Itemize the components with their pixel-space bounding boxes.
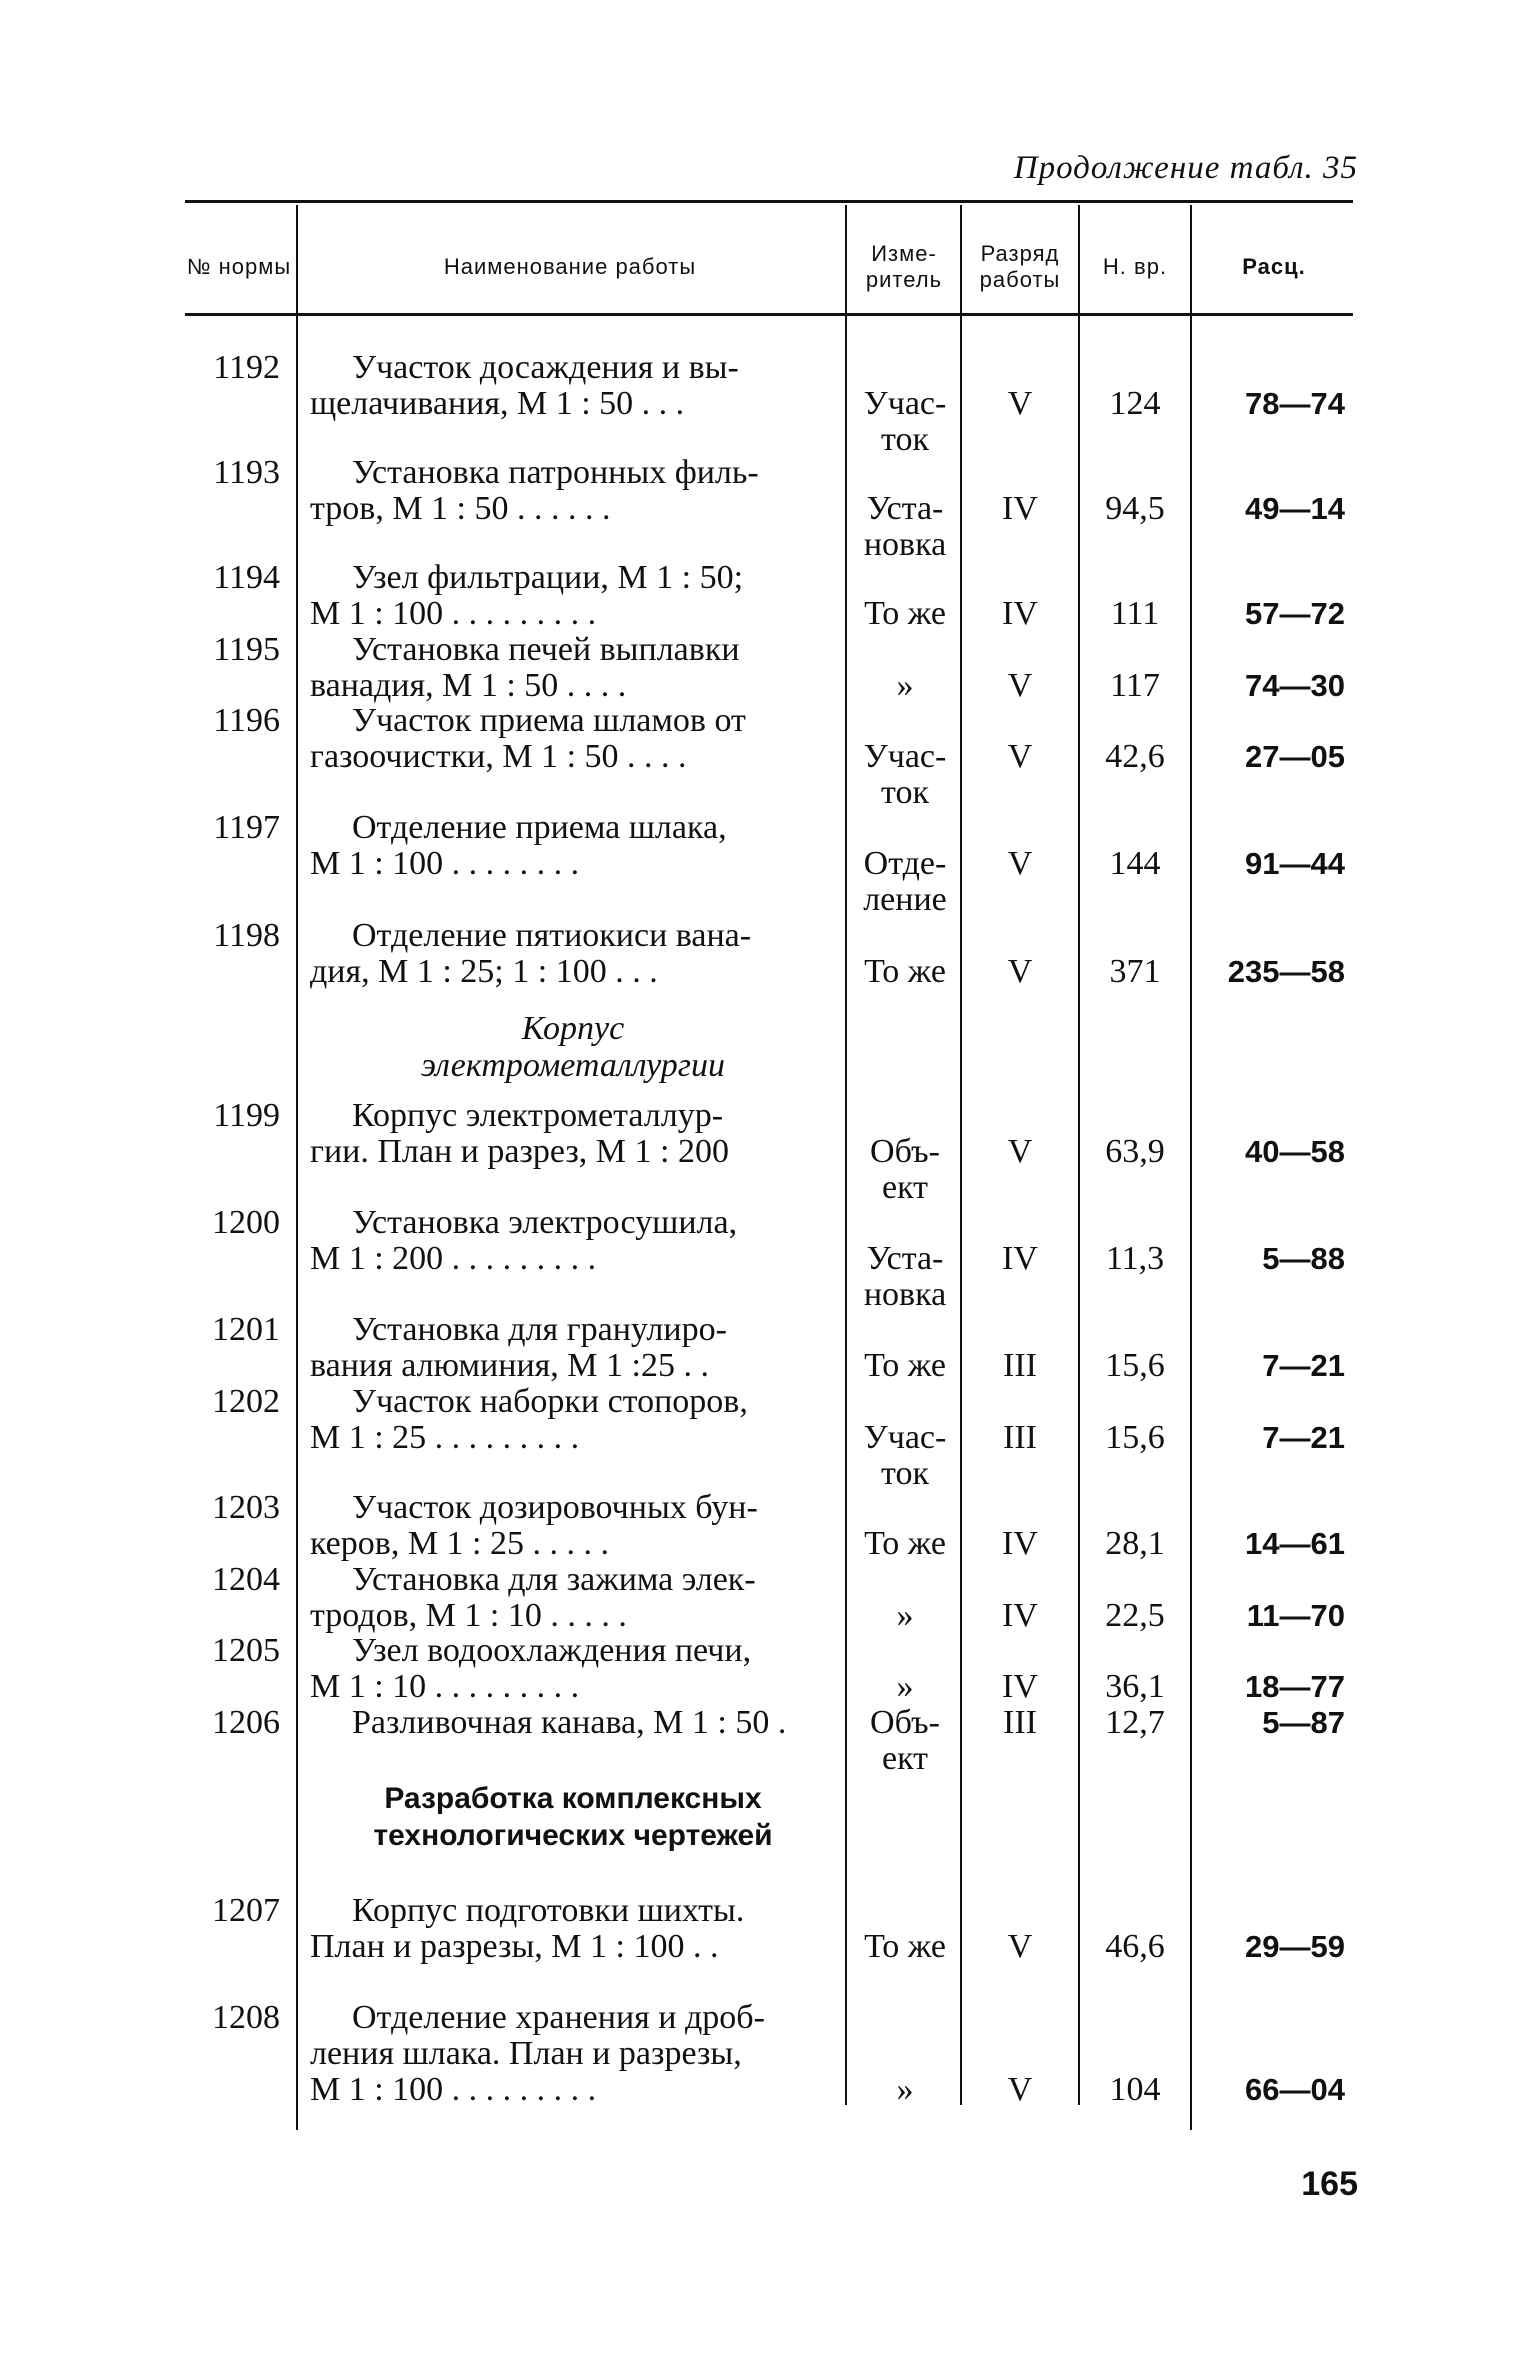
col-sep-3: [960, 205, 962, 2105]
hours-value: 42,6: [1105, 738, 1165, 775]
unit-line: новка: [863, 1276, 947, 1313]
unit-line: »: [896, 667, 914, 704]
unit-line: ток: [881, 421, 929, 458]
hours-value: 117: [1110, 667, 1160, 704]
work-name-line: вания алюминия, М 1 :25 . .: [310, 1347, 709, 1384]
work-name-line: Участок досаждения и вы-: [352, 349, 739, 386]
work-name-line: гии. План и разрез, М 1 : 200: [310, 1133, 729, 1170]
work-name-line: М 1 : 200 . . . . . . . . .: [310, 1240, 597, 1277]
col-sep-5: [1190, 205, 1192, 2130]
price-value: 14—61: [1245, 1526, 1345, 1561]
price-value: 40—58: [1245, 1134, 1345, 1169]
unit-line: ление: [863, 881, 947, 918]
unit-line: ект: [881, 1740, 929, 1777]
work-name-line: М 1 : 25 . . . . . . . . .: [310, 1419, 580, 1456]
section-heading: Разработка комплексных: [384, 1782, 762, 1815]
header-price: Расц.: [1242, 254, 1306, 279]
hours-value: 12,7: [1105, 1704, 1165, 1741]
col-sep-1: [296, 205, 298, 2130]
unit-line: »: [896, 1668, 914, 1705]
unit-line: Учас-: [863, 738, 947, 775]
work-name-line: Узел водоохлаждения печи,: [352, 1632, 752, 1669]
grade-value: V: [1007, 738, 1033, 775]
header-unit: Изме- ритель: [865, 241, 943, 292]
work-name-line: Установка патронных филь-: [352, 454, 759, 491]
hours-value: 144: [1109, 845, 1161, 882]
price-value: 11—70: [1246, 1598, 1345, 1633]
grade-value: IV: [1002, 1525, 1038, 1562]
hours-value: 124: [1109, 385, 1161, 422]
norm-number: 1197: [213, 809, 280, 846]
unit-line: То же: [864, 595, 946, 632]
work-name-line: дия, М 1 : 25; 1 : 100 . . .: [310, 953, 658, 990]
grade-value: V: [1007, 667, 1033, 704]
price-value: 78—74: [1245, 386, 1345, 421]
grade-value: V: [1007, 1133, 1033, 1170]
unit-line: ект: [881, 1169, 929, 1206]
hours-value: 63,9: [1105, 1133, 1165, 1170]
price-value: 5—87: [1262, 1705, 1345, 1740]
grade-value: IV: [1002, 1668, 1038, 1705]
unit-line: ток: [881, 1455, 929, 1492]
work-name-line: Участок дозировочных бун-: [352, 1489, 758, 1526]
unit-line: Объ-: [870, 1133, 940, 1170]
unit-line: »: [896, 2071, 914, 2108]
hours-value: 371: [1109, 953, 1161, 990]
norm-number: 1202: [212, 1383, 280, 1420]
unit-line: ток: [881, 774, 929, 811]
unit-line: То же: [864, 953, 946, 990]
work-name-line: М 1 : 10 . . . . . . . . .: [310, 1668, 580, 1705]
work-name-line: Установка для зажима элек-: [352, 1561, 756, 1598]
top-rule: [185, 200, 1353, 203]
header-norm-no: № нормы: [186, 254, 292, 279]
unit-line: Уста-: [866, 1240, 944, 1277]
hours-value: 104: [1109, 2071, 1161, 2108]
hours-value: 15,6: [1105, 1347, 1165, 1384]
price-value: 57—72: [1245, 596, 1345, 631]
price-value: 29—59: [1245, 1929, 1345, 1964]
work-name-line: тродов, М 1 : 10 . . . . .: [310, 1597, 627, 1634]
work-name-line: ванадия, М 1 : 50 . . . .: [310, 667, 627, 704]
page-number: 165: [1301, 2165, 1358, 2203]
grade-value: IV: [1002, 595, 1038, 632]
price-value: 91—44: [1245, 846, 1345, 881]
norm-number: 1205: [212, 1632, 280, 1669]
unit-line: Объ-: [870, 1704, 940, 1741]
work-name-line: Отделение приема шлака,: [352, 809, 727, 846]
norm-number: 1193: [213, 454, 280, 491]
grade-value: V: [1007, 845, 1033, 882]
unit-line: То же: [864, 1347, 946, 1384]
work-name-line: М 1 : 100 . . . . . . . .: [310, 845, 580, 882]
norm-number: 1195: [213, 631, 280, 668]
grade-value: V: [1007, 953, 1033, 990]
hours-value: 28,1: [1105, 1525, 1165, 1562]
header-bottom-rule: [185, 313, 1353, 316]
grade-value: IV: [1002, 1597, 1038, 1634]
norm-number: 1200: [212, 1204, 280, 1241]
section-heading: технологических чертежей: [373, 1819, 773, 1852]
unit-line: То же: [864, 1525, 946, 1562]
unit-line: Отде-: [863, 845, 947, 882]
price-value: 49—14: [1245, 491, 1345, 526]
grade-value: V: [1007, 1928, 1033, 1965]
hours-value: 11,3: [1105, 1240, 1165, 1277]
grade-value: III: [1003, 1347, 1037, 1384]
work-name-line: тров, М 1 : 50 . . . . . .: [310, 490, 611, 527]
work-name-line: Корпус подготовки шихты.: [352, 1892, 745, 1929]
grade-value: V: [1007, 385, 1033, 422]
work-name-line: щелачивания, М 1 : 50 . . .: [310, 385, 685, 422]
norm-number: 1198: [213, 917, 280, 954]
work-name-line: Корпус электрометаллур-: [352, 1097, 724, 1134]
norm-number: 1192: [213, 349, 280, 386]
price-value: 18—77: [1245, 1669, 1345, 1704]
price-value: 66—04: [1245, 2072, 1345, 2107]
hours-value: 22,5: [1105, 1597, 1165, 1634]
work-name-line: Отделение хранения и дроб-: [352, 1999, 765, 2036]
unit-line: Учас-: [863, 1419, 947, 1456]
grade-value: V: [1007, 2071, 1033, 2108]
norm-number: 1206: [212, 1704, 280, 1741]
price-value: 27—05: [1245, 739, 1345, 774]
work-name-line: Установка для гранулиро-: [352, 1311, 727, 1348]
header-work-name: Наименование работы: [443, 254, 697, 279]
norm-number: 1194: [213, 559, 280, 596]
grade-value: IV: [1002, 1240, 1038, 1277]
norm-number: 1201: [212, 1311, 280, 1348]
section-heading: Корпус: [521, 1010, 625, 1047]
work-name-line: Участок приема шламов от: [352, 702, 746, 739]
unit-line: новка: [863, 526, 947, 563]
norm-number: 1204: [212, 1561, 280, 1598]
work-name-line: Установка электросушила,: [352, 1204, 738, 1241]
hours-value: 36,1: [1105, 1668, 1165, 1705]
norm-number: 1203: [212, 1489, 280, 1526]
work-name-line: Узел фильтрации, М 1 : 50;: [352, 559, 744, 596]
work-name-line: Участок наборки стопоров,: [352, 1383, 748, 1420]
col-sep-2: [845, 205, 847, 2105]
hours-value: 111: [1110, 595, 1160, 632]
norm-number: 1208: [212, 1999, 280, 2036]
work-name-line: План и разрезы, М 1 : 100 . .: [310, 1928, 719, 1965]
header-hours: Н. вр.: [1102, 254, 1168, 279]
work-name-line: Разливочная канава, М 1 : 50 .: [352, 1704, 787, 1741]
hours-value: 94,5: [1105, 490, 1165, 527]
unit-line: Уста-: [866, 490, 944, 527]
unit-line: Учас-: [863, 385, 947, 422]
norm-number: 1199: [213, 1097, 280, 1134]
unit-line: То же: [864, 1928, 946, 1965]
norm-number: 1196: [213, 702, 280, 739]
table-caption: Продолжение табл. 35: [1013, 150, 1358, 186]
hours-value: 46,6: [1105, 1928, 1165, 1965]
price-value: 74—30: [1245, 668, 1345, 703]
work-name-line: Установка печей выплавки: [352, 631, 740, 668]
work-name-line: М 1 : 100 . . . . . . . . .: [310, 595, 597, 632]
unit-line: »: [896, 1597, 914, 1634]
work-name-line: Отделение пятиокиси вана-: [352, 917, 752, 954]
work-name-line: М 1 : 100 . . . . . . . . .: [310, 2071, 597, 2108]
header-grade: Разряд работы: [979, 241, 1061, 292]
grade-value: III: [1003, 1704, 1037, 1741]
price-value: 7—21: [1262, 1420, 1345, 1455]
work-name-line: газоочистки, М 1 : 50 . . . .: [310, 738, 687, 775]
grade-value: III: [1003, 1419, 1037, 1456]
work-name-line: керов, М 1 : 25 . . . . .: [310, 1525, 609, 1562]
grade-value: IV: [1002, 490, 1038, 527]
section-heading: электрометаллургии: [420, 1047, 726, 1084]
work-name-line: ления шлака. План и разрезы,: [310, 2035, 742, 2072]
price-value: 5—88: [1262, 1241, 1345, 1276]
hours-value: 15,6: [1105, 1419, 1165, 1456]
price-value: 7—21: [1262, 1348, 1345, 1383]
norm-number: 1207: [212, 1892, 280, 1929]
price-value: 235—58: [1227, 954, 1345, 989]
